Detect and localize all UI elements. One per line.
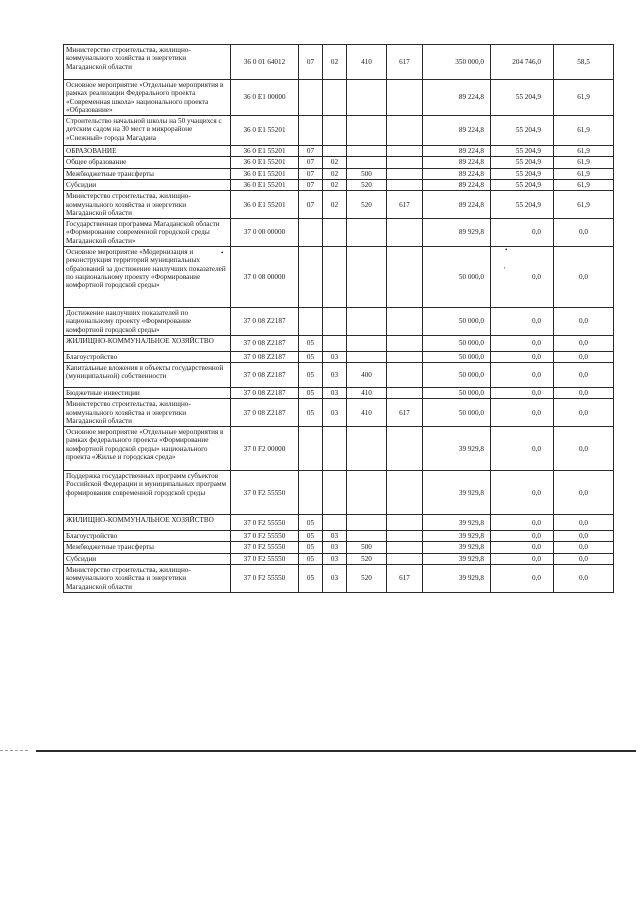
cell-name: Основное мероприятие «Модернизация и реконструкция территорий муниципальных образований за достижение наилучших показателей по национальному проекту «Формирование комфортной городской среды»: [64, 246, 231, 307]
cell-code: 37 0 08 Z2187: [231, 388, 299, 399]
cell-fact: 55 204,9: [491, 157, 554, 168]
cell-gr: [387, 219, 423, 247]
cell-sec: 05: [299, 399, 323, 427]
cell-plan: 89 224,8: [423, 157, 491, 168]
cell-name: Основное мероприятие «Отдельные мероприятия в рамках федерального проекта «Формирование комфортной городской среды» национального проекта «Жилье и городская среда»: [64, 427, 231, 471]
table-row: [64, 565, 614, 593]
cell-plan: 89 224,8: [423, 179, 491, 190]
cell-sub: [323, 307, 347, 335]
cell-gr: [387, 351, 423, 362]
cell-gr: [387, 80, 423, 116]
cell-vr: [347, 246, 387, 307]
cell-fact: 0,0: [491, 427, 554, 471]
table-row: [64, 179, 614, 190]
table-row: [64, 191, 614, 219]
cell-pct: 0,0: [554, 363, 614, 388]
cell-sub: [323, 80, 347, 116]
cell-sec: [299, 80, 323, 116]
cell-name: Министерство строительства, жилищно-коммунального хозяйства и энергетики Магаданской области: [64, 399, 231, 427]
cell-plan: 50 000,0: [423, 388, 491, 399]
cell-sub: [323, 515, 347, 531]
cell-fact: 0,0: [491, 246, 554, 307]
cell-sub: [323, 246, 347, 307]
table-row: [64, 45, 614, 80]
cell-sec: [299, 427, 323, 471]
cell-plan: 50 000,0: [423, 246, 491, 307]
cell-pct: 0,0: [554, 219, 614, 247]
cell-plan: 39 929,8: [423, 542, 491, 553]
cell-gr: [387, 427, 423, 471]
table-row: [64, 116, 614, 146]
cell-code: 37 0 F2 55550: [231, 471, 299, 515]
cell-sec: 07: [299, 157, 323, 168]
cell-pct: 0,0: [554, 515, 614, 531]
cell-gr: [387, 553, 423, 564]
table-row: [64, 80, 614, 116]
cell-sub: 03: [323, 388, 347, 399]
table-row: [64, 219, 614, 247]
cell-fact: 55 204,9: [491, 191, 554, 219]
cell-gr: [387, 168, 423, 179]
cell-gr: 617: [387, 399, 423, 427]
cell-sec: [299, 219, 323, 247]
cell-gr: [387, 515, 423, 531]
cell-plan: 89 224,8: [423, 191, 491, 219]
cell-vr: [347, 80, 387, 116]
page-bottom-rule: [36, 750, 636, 752]
cell-gr: [387, 116, 423, 146]
cell-fact: 0,0: [491, 399, 554, 427]
cell-plan: 50 000,0: [423, 351, 491, 362]
table-row: [64, 388, 614, 399]
cell-code: 36 0 E1 55201: [231, 191, 299, 219]
cell-sub: 02: [323, 179, 347, 190]
cell-sub: 02: [323, 191, 347, 219]
cell-vr: [347, 351, 387, 362]
cell-code: 37 0 08 Z2187: [231, 351, 299, 362]
cell-name: Основное мероприятие «Отдельные мероприятия в рамках реализации Федерального проекта «Современная школа» национального проекта «Образование»: [64, 80, 231, 116]
cell-sec: [299, 116, 323, 146]
table-row: [64, 307, 614, 335]
cell-pct: 61,9: [554, 191, 614, 219]
cell-name: Благоустройство: [64, 351, 231, 362]
cell-plan: 39 929,8: [423, 427, 491, 471]
cell-name: Межбюджетные трансферты: [64, 168, 231, 179]
cell-vr: 500: [347, 542, 387, 553]
cell-name: Благоустройство: [64, 531, 231, 542]
scan-mark: •: [221, 249, 224, 257]
cell-pct: 0,0: [554, 399, 614, 427]
cell-fact: 0,0: [491, 351, 554, 362]
cell-gr: [387, 388, 423, 399]
cell-pct: 58,5: [554, 45, 614, 80]
cell-code: 36 0 E1 55201: [231, 168, 299, 179]
cell-vr: [347, 146, 387, 157]
cell-fact: 55 204,9: [491, 179, 554, 190]
cell-code: 37 0 08 00000: [231, 246, 299, 307]
cell-sub: 03: [323, 351, 347, 362]
cell-name: Поддержка государственных программ субъектов Российской Федерации и муниципальных программ формирования современной городской среды: [64, 471, 231, 515]
cell-pct: 61,9: [554, 80, 614, 116]
cell-pct: 61,9: [554, 146, 614, 157]
cell-pct: 0,0: [554, 246, 614, 307]
cell-plan: 89 929,8: [423, 219, 491, 247]
cell-plan: 39 929,8: [423, 565, 491, 593]
cell-vr: [347, 116, 387, 146]
table-row: [64, 363, 614, 388]
scan-mark: ': [504, 266, 506, 274]
cell-vr: [347, 531, 387, 542]
cell-name: Межбюджетные трансферты: [64, 542, 231, 553]
cell-fact: 204 746,0: [491, 45, 554, 80]
cell-code: 37 0 08 Z2187: [231, 307, 299, 335]
cell-pct: 0,0: [554, 388, 614, 399]
cell-fact: 55 204,9: [491, 168, 554, 179]
cell-pct: 0,0: [554, 471, 614, 515]
cell-vr: [347, 157, 387, 168]
cell-fact: 0,0: [491, 531, 554, 542]
cell-fact: 0,0: [491, 219, 554, 247]
cell-code: 36 0 E1 00000: [231, 80, 299, 116]
cell-sec: 05: [299, 515, 323, 531]
cell-sec: 05: [299, 388, 323, 399]
cell-pct: 0,0: [554, 427, 614, 471]
table-row: [64, 146, 614, 157]
table-row: [64, 246, 614, 307]
cell-vr: [347, 307, 387, 335]
cell-pct: 0,0: [554, 307, 614, 335]
cell-sec: 07: [299, 45, 323, 80]
cell-vr: [347, 219, 387, 247]
cell-code: 37 0 F2 55550: [231, 565, 299, 593]
table-row: [64, 515, 614, 531]
cell-fact: 0,0: [491, 388, 554, 399]
cell-vr: [347, 427, 387, 471]
cell-plan: 39 929,8: [423, 471, 491, 515]
cell-plan: 350 000,0: [423, 45, 491, 80]
cell-vr: 520: [347, 191, 387, 219]
cell-plan: 89 224,8: [423, 168, 491, 179]
cell-pct: 0,0: [554, 542, 614, 553]
cell-vr: [347, 515, 387, 531]
cell-sec: 05: [299, 542, 323, 553]
cell-pct: 61,9: [554, 179, 614, 190]
cell-gr: [387, 157, 423, 168]
cell-code: 37 0 00 00000: [231, 219, 299, 247]
table-row: [64, 399, 614, 427]
cell-fact: 0,0: [491, 307, 554, 335]
cell-code: 37 0 F2 55550: [231, 542, 299, 553]
cell-sub: [323, 427, 347, 471]
cell-vr: 520: [347, 565, 387, 593]
cell-vr: 410: [347, 388, 387, 399]
cell-sub: [323, 471, 347, 515]
cell-vr: 410: [347, 45, 387, 80]
cell-plan: 39 929,8: [423, 531, 491, 542]
cell-sub: [323, 335, 347, 351]
cell-fact: 55 204,9: [491, 116, 554, 146]
cell-code: 37 0 F2 00000: [231, 427, 299, 471]
cell-code: 37 0 F2 55550: [231, 531, 299, 542]
cell-gr: [387, 307, 423, 335]
cell-sub: [323, 146, 347, 157]
cell-plan: 89 224,8: [423, 116, 491, 146]
cell-code: 36 0 E1 55201: [231, 116, 299, 146]
cell-gr: 617: [387, 45, 423, 80]
cell-fact: 0,0: [491, 515, 554, 531]
cell-name: Строительство начальной школы на 50 учащихся с детским садом на 30 мест в микрорайоне «Снежный» города Магадана: [64, 116, 231, 146]
table-body: [64, 45, 614, 593]
cell-sec: 07: [299, 146, 323, 157]
cell-plan: 50 000,0: [423, 399, 491, 427]
cell-pct: 61,9: [554, 157, 614, 168]
cell-name: Министерство строительства, жилищно-коммунального хозяйства и энергетики Магаданской области: [64, 191, 231, 219]
cell-plan: 39 929,8: [423, 515, 491, 531]
cell-fact: 55 204,9: [491, 80, 554, 116]
cell-name: Министерство строительства, жилищно-коммунального хозяйства и энергетики Магаданской области: [64, 565, 231, 593]
cell-sec: 05: [299, 553, 323, 564]
table-row: [64, 335, 614, 351]
cell-sec: 05: [299, 565, 323, 593]
cell-sec: 05: [299, 351, 323, 362]
cell-gr: [387, 146, 423, 157]
table-row: [64, 471, 614, 515]
cell-sec: 07: [299, 191, 323, 219]
cell-plan: 50 000,0: [423, 307, 491, 335]
cell-gr: [387, 531, 423, 542]
cell-name: Бюджетные инвестиции: [64, 388, 231, 399]
cell-name: Субсидии: [64, 179, 231, 190]
cell-vr: 410: [347, 399, 387, 427]
cell-sec: 05: [299, 363, 323, 388]
cell-sub: 03: [323, 553, 347, 564]
table-row: [64, 351, 614, 362]
cell-name: Капитальные вложения в объекты государственной (муниципальной) собственности: [64, 363, 231, 388]
cell-pct: 0,0: [554, 335, 614, 351]
cell-plan: 39 929,8: [423, 553, 491, 564]
cell-plan: 50 000,0: [423, 363, 491, 388]
cell-name: Достижение наилучших показателей по национальному проекту «Формирование комфортной городской среды»: [64, 307, 231, 335]
scan-mark: •: [505, 246, 508, 254]
cell-sec: [299, 471, 323, 515]
cell-code: 36 0 E1 55201: [231, 146, 299, 157]
cell-gr: [387, 179, 423, 190]
cell-name: Субсидии: [64, 553, 231, 564]
table-row: [64, 531, 614, 542]
cell-gr: [387, 246, 423, 307]
cell-code: 37 0 08 Z2187: [231, 363, 299, 388]
cell-name: Государственная программа Магаданской области «Формирование современной городской среды Магаданской области»: [64, 219, 231, 247]
cell-gr: [387, 363, 423, 388]
cell-gr: 617: [387, 191, 423, 219]
cell-code: 37 0 F2 55550: [231, 553, 299, 564]
cell-fact: 0,0: [491, 335, 554, 351]
cell-sub: 02: [323, 168, 347, 179]
cell-sec: 05: [299, 335, 323, 351]
cell-gr: [387, 471, 423, 515]
cell-sub: 03: [323, 399, 347, 427]
cell-vr: [347, 335, 387, 351]
cell-pct: 0,0: [554, 351, 614, 362]
cell-pct: 0,0: [554, 565, 614, 593]
cell-sub: 03: [323, 542, 347, 553]
cell-name: Общее образование: [64, 157, 231, 168]
cell-name: ЖИЛИЩНО-КОММУНАЛЬНОЕ ХОЗЯЙСТВО: [64, 335, 231, 351]
cell-pct: 61,9: [554, 168, 614, 179]
cell-sub: 03: [323, 531, 347, 542]
cell-code: 36 0 E1 55201: [231, 179, 299, 190]
cell-plan: 89 224,8: [423, 146, 491, 157]
table-row: [64, 553, 614, 564]
budget-table: [63, 44, 614, 593]
cell-fact: 0,0: [491, 553, 554, 564]
table-row: [64, 168, 614, 179]
cell-gr: 617: [387, 565, 423, 593]
cell-name: ОБРАЗОВАНИЕ: [64, 146, 231, 157]
cell-name: ЖИЛИЩНО-КОММУНАЛЬНОЕ ХОЗЯЙСТВО: [64, 515, 231, 531]
cell-vr: 500: [347, 168, 387, 179]
cell-code: 37 0 08 Z2187: [231, 399, 299, 427]
table-row: [64, 157, 614, 168]
table-row: [64, 542, 614, 553]
cell-sub: 02: [323, 45, 347, 80]
cell-sec: [299, 307, 323, 335]
cell-vr: 520: [347, 553, 387, 564]
cell-code: 36 0 01 64012: [231, 45, 299, 80]
cell-sub: 03: [323, 363, 347, 388]
cell-sec: 07: [299, 168, 323, 179]
scan-edge-dash: [0, 750, 28, 751]
cell-fact: 0,0: [491, 565, 554, 593]
cell-gr: [387, 542, 423, 553]
cell-pct: 0,0: [554, 553, 614, 564]
cell-sub: 03: [323, 565, 347, 593]
cell-vr: 520: [347, 179, 387, 190]
cell-code: 36 0 E1 55201: [231, 157, 299, 168]
cell-plan: 89 224,8: [423, 80, 491, 116]
cell-sec: 07: [299, 179, 323, 190]
cell-vr: [347, 471, 387, 515]
cell-fact: 0,0: [491, 471, 554, 515]
table-row: [64, 427, 614, 471]
cell-code: 37 0 08 Z2187: [231, 335, 299, 351]
cell-sub: [323, 116, 347, 146]
cell-fact: 55 204,9: [491, 146, 554, 157]
cell-fact: 0,0: [491, 542, 554, 553]
cell-pct: 61,9: [554, 116, 614, 146]
cell-fact: 0,0: [491, 363, 554, 388]
cell-gr: [387, 335, 423, 351]
cell-sub: [323, 219, 347, 247]
cell-sec: [299, 246, 323, 307]
cell-pct: 0,0: [554, 531, 614, 542]
cell-vr: 400: [347, 363, 387, 388]
cell-sec: 05: [299, 531, 323, 542]
cell-code: 37 0 F2 55550: [231, 515, 299, 531]
cell-name: Министерство строительства, жилищно-коммунального хозяйства и энергетики Магаданской области: [64, 45, 231, 80]
cell-plan: 50 000,0: [423, 335, 491, 351]
cell-sub: 02: [323, 157, 347, 168]
